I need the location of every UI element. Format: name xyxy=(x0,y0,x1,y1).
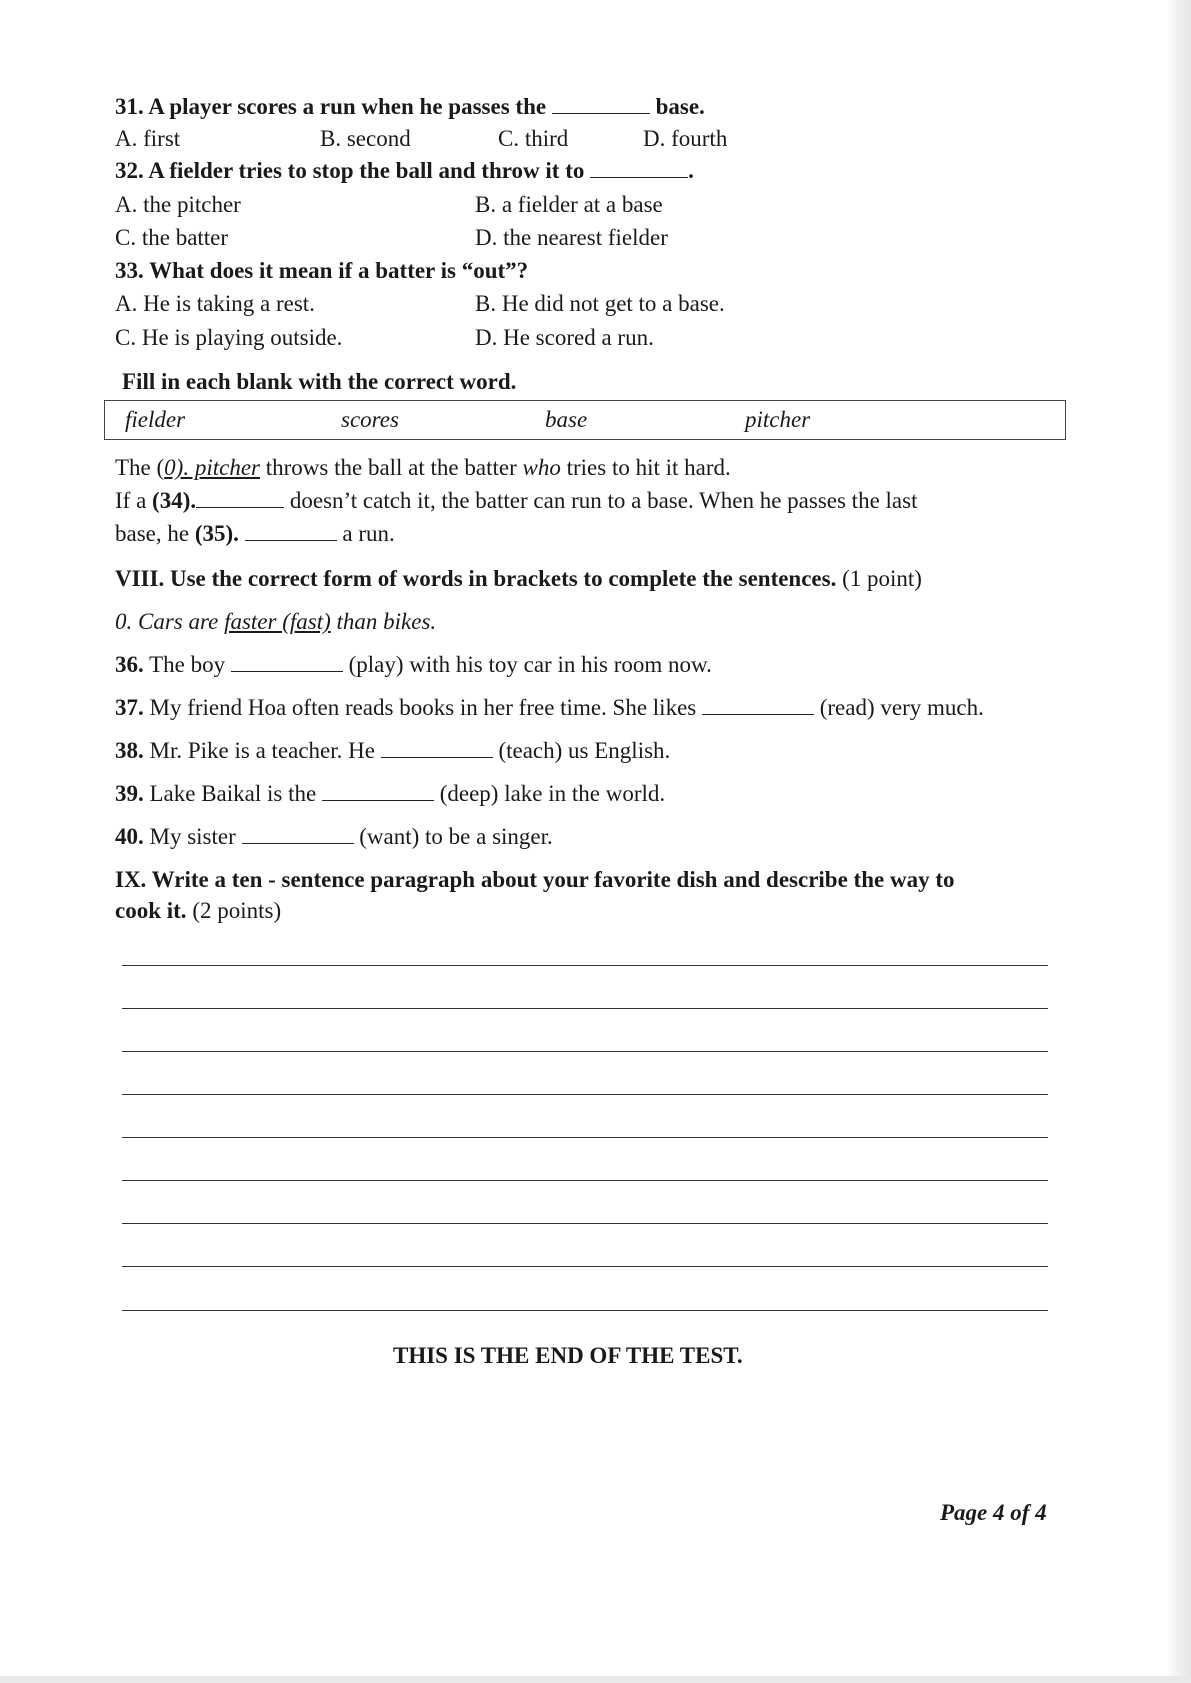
section-9-heading-line-1: IX. Write a ten - sentence paragraph about your favorite dish and describe the way to xyxy=(115,867,955,892)
section-heading: cook it. xyxy=(115,898,187,923)
question-text: Lake Baikal is the xyxy=(143,781,322,806)
section-8-example xyxy=(115,609,436,635)
question-text: (teach) us English. xyxy=(492,738,671,763)
passage-line-2 xyxy=(115,488,917,514)
question-39 xyxy=(115,781,665,807)
option-32-c: C. the batter xyxy=(115,225,229,250)
option-33-c: C. He is playing outside. xyxy=(115,325,343,350)
writing-line xyxy=(122,1051,1048,1052)
question-32 xyxy=(115,158,694,184)
question-number: (35). xyxy=(194,521,239,546)
answer-blank xyxy=(242,825,354,844)
question-32-stem: 32. A fielder tries to stop the ball and throw it to xyxy=(115,158,585,183)
page-bottom-edge xyxy=(0,1676,1191,1683)
passage-text: throws the ball at the batter xyxy=(259,455,523,480)
passage-text: tries to hit it hard. xyxy=(560,455,731,480)
option-32-a: A. the pitcher xyxy=(115,192,241,217)
answer-blank xyxy=(322,782,434,801)
fill-instruction: Fill in each blank with the correct word. xyxy=(122,369,517,394)
writing-line xyxy=(122,965,1048,966)
passage-text: If a xyxy=(115,488,153,513)
question-text: (play) with his toy car in his room now. xyxy=(342,652,712,677)
question-text: (read) very much. xyxy=(813,695,984,720)
option-31-b: B. second xyxy=(320,126,411,151)
page-edge-shadow xyxy=(1168,0,1191,1683)
answer-blank xyxy=(245,522,337,541)
section-9-heading-line-2 xyxy=(115,898,281,924)
example-answer: faster (fast) xyxy=(224,609,331,634)
option-31-c: C. third xyxy=(498,126,569,151)
writing-line xyxy=(122,1266,1048,1267)
writing-line xyxy=(122,1180,1048,1181)
word-box-item: pitcher xyxy=(745,407,811,432)
passage-text: a run. xyxy=(336,521,395,546)
passage-text: The ( xyxy=(115,455,165,480)
question-36 xyxy=(115,652,712,678)
question-text: The boy xyxy=(143,652,231,677)
question-31 xyxy=(115,94,705,120)
question-37 xyxy=(115,695,984,721)
option-31-d: D. fourth xyxy=(643,126,728,151)
question-text: My friend Hoa often reads books in her free time. She likes xyxy=(143,695,702,720)
passage-text: who xyxy=(522,455,561,480)
example-text: than bikes. xyxy=(330,609,437,634)
writing-line xyxy=(122,1223,1048,1224)
word-box-item: fielder xyxy=(125,407,186,432)
example-text: 0. Cars are xyxy=(115,609,225,634)
question-number: 37. xyxy=(115,695,144,720)
end-of-test: THIS IS THE END OF THE TEST. xyxy=(393,1343,743,1368)
question-32-stem-end: . xyxy=(688,158,694,183)
option-33-d: D. He scored a run. xyxy=(475,325,654,350)
answer-blank xyxy=(381,739,493,758)
answer-blank xyxy=(590,159,688,178)
passage-text: base, he xyxy=(115,521,195,546)
passage-line-1 xyxy=(115,455,731,481)
option-31-a: A. first xyxy=(115,126,181,151)
question-31-stem: 31. A player scores a run when he passes the xyxy=(115,94,547,119)
answer-blank xyxy=(702,696,814,715)
question-40 xyxy=(115,824,553,850)
question-31-stem-end: base. xyxy=(655,94,705,119)
example-answer: 0). pitcher xyxy=(164,455,260,480)
question-text: (deep) lake in the world. xyxy=(433,781,666,806)
question-33-stem: 33. What does it mean if a batter is “out”? xyxy=(115,258,529,283)
question-text: My sister xyxy=(143,824,242,849)
option-32-d: D. the nearest fielder xyxy=(475,225,668,250)
word-box-item: base xyxy=(545,407,588,432)
question-number: 40. xyxy=(115,824,144,849)
option-32-b: B. a fielder at a base xyxy=(475,192,663,217)
question-38 xyxy=(115,738,670,764)
writing-line xyxy=(122,1137,1048,1138)
word-box xyxy=(104,400,1066,440)
section-points: (1 point) xyxy=(842,566,922,591)
answer-blank xyxy=(196,489,284,508)
answer-blank xyxy=(552,95,650,114)
writing-line xyxy=(122,1310,1048,1311)
passage-text: doesn’t catch it, the batter can run to a base. When he passes the last xyxy=(284,488,918,513)
option-33-a: A. He is taking a rest. xyxy=(115,291,315,316)
passage-line-3 xyxy=(115,521,395,547)
question-number: 38. xyxy=(115,738,144,763)
section-points: (2 points) xyxy=(186,898,282,923)
question-number: 39. xyxy=(115,781,144,806)
section-heading: VIII. Use the correct form of words in brackets to complete the sentences. xyxy=(115,566,837,591)
writing-line xyxy=(122,1094,1048,1095)
question-number: (34). xyxy=(152,488,197,513)
section-8-heading xyxy=(115,566,922,592)
page-number: Page 4 of 4 xyxy=(940,1500,1047,1525)
question-text: Mr. Pike is a teacher. He xyxy=(143,738,381,763)
writing-line xyxy=(122,1008,1048,1009)
option-33-b: B. He did not get to a base. xyxy=(475,291,725,316)
word-box-item: scores xyxy=(341,407,399,432)
question-number: 36. xyxy=(115,652,144,677)
answer-blank xyxy=(231,653,343,672)
question-text: (want) to be a singer. xyxy=(353,824,553,849)
